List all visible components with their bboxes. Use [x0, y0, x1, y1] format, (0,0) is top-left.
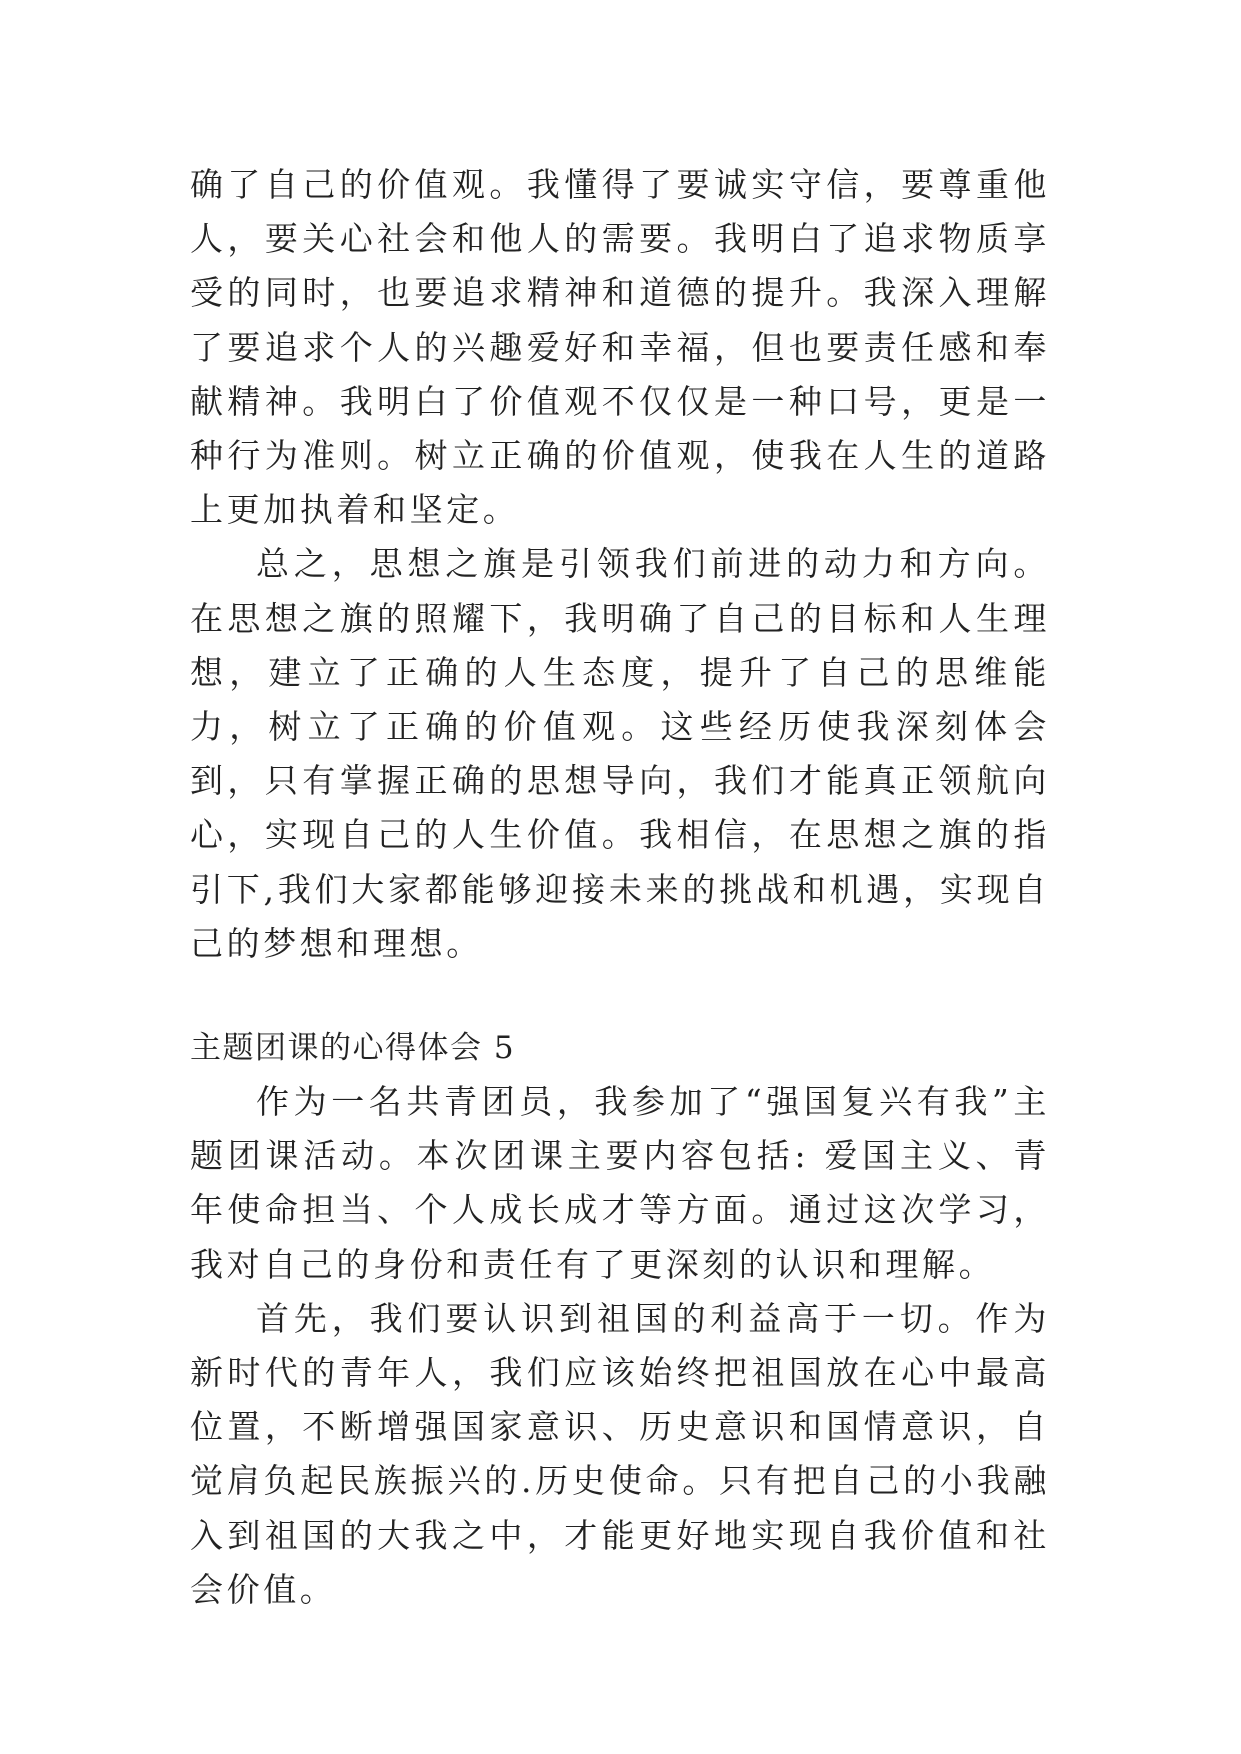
section-heading: 主题团课的心得体会 5: [190, 1030, 516, 1067]
paragraph-values: 确了自己的价值观。我懂得了要诚实守信，要尊重他人，要关心社会和他人的需要。我明白了追求物质享受的同时，也要追求精神和道德的提升。我深入理解了要追求个人的兴趣爱好和幸福，但也要责任感和奉献精神。我明白了价值观不仅仅是一种口号，更是一种行为准则。树立正确的价值观，使我在人生的道路上更加执着和坚定。: [190, 165, 1050, 530]
paragraph-first-point: 首先，我们要认识到祖国的利益高于一切。作为新时代的青年人，我们应该始终把祖国放在心中最高位置，不断增强国家意识、历史意识和国情意识，自觉肩负起民族振兴的.历史使命。只有把自己的小我融入到祖国的大我之中，才能更好地实现自我价值和社会价值。: [190, 1298, 1050, 1609]
paragraph-conclusion: 总之，思想之旗是引领我们前进的动力和方向。在思想之旗的照耀下，我明确了自己的目标和人生理想，建立了正确的人生态度，提升了自己的思维能力，树立了正确的价值观。这些经历使我深刻体会到，只有掌握正确的思想导向，我们才能真正领航向心，实现自己的人生价值。我相信，在思想之旗的指引下,我们大家都能够迎接未来的挑战和机遇，实现自己的梦想和理想。: [190, 544, 1050, 963]
paragraph-introduction: 作为一名共青团员，我参加了“强国复兴有我”主题团课活动。本次团课主要内容包括: 爱国主义、青年使命担当、个人成长成才等方面。通过这次学习，我对自己的身份和责任有了更深刻的认识和理解。: [190, 1082, 1050, 1284]
document-body: [190, 158, 1050, 1617]
